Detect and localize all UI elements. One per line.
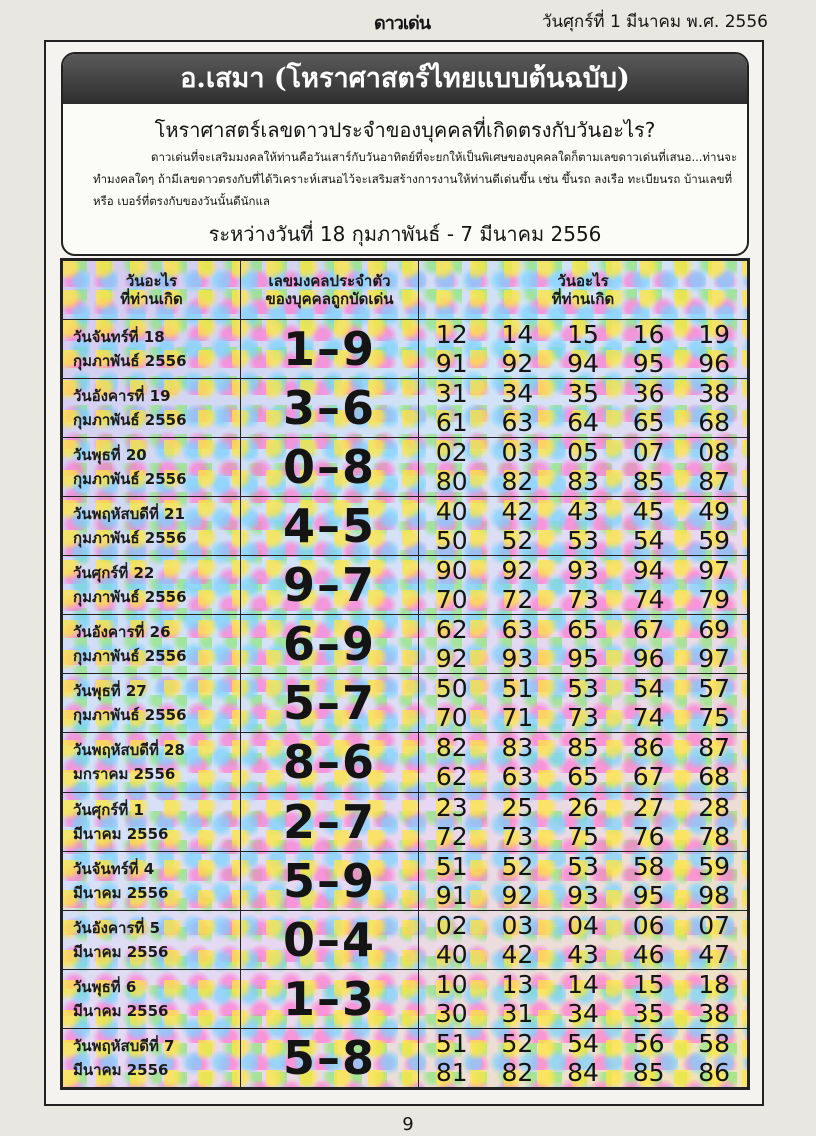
lucky-number-cell: 12 [435,320,468,349]
header-number-list-line1: วันอะไร [557,272,609,290]
birth-day-cell [63,674,241,733]
lucky-number-cell: 15 [567,320,599,349]
lucky-pair: 5–7 [241,674,419,733]
lucky-number-cell: 10 [435,969,468,999]
lucky-number-cell: 54 [632,674,665,704]
lucky-number-cell: 96 [632,644,665,674]
lucky-number-cell: 15 [632,969,665,999]
number-list-cell [419,851,748,910]
lucky-number-cell: 43 [567,497,599,527]
lucky-number-cell: 65 [632,408,665,438]
lucky-number-cell: 31 [501,998,534,1028]
month-label: กุมภาพันธ์ 2556 [73,529,187,548]
lucky-number-cell: 72 [501,585,534,615]
header-lucky-number [241,261,419,320]
lucky-pair: 3–6 [241,379,419,438]
birth-day-cell [63,969,241,1028]
lucky-number-cell: 07 [632,438,665,468]
lucky-number-cell: 86 [698,1057,731,1087]
header-lucky-number-line1: เลขมงคลประจำตัว [268,272,391,290]
lucky-number-cell: 14 [567,969,599,999]
lucky-number-cell: 97 [698,644,731,674]
month-label: กุมภาพันธ์ 2556 [73,706,187,725]
month-label: มีนาคม 2556 [73,883,169,902]
lucky-number-cell: 58 [698,1028,731,1058]
month-label: มีนาคม 2556 [73,1060,169,1079]
birth-day-cell [63,910,241,969]
lucky-number-cell: 38 [698,379,731,409]
lucky-number-cell: 67 [632,615,665,645]
lucky-number-cell: 16 [632,320,665,349]
day-label: วันศุกร์ที่ 1 [73,800,144,819]
lucky-number-cell: 02 [435,910,468,940]
lucky-number-cell: 75 [698,703,731,733]
lucky-number-cell: 36 [632,379,665,409]
lucky-number-cell: 94 [567,349,599,379]
number-list-cell [419,556,748,615]
issue-date: วันศุกร์ที่ 1 มีนาคม พ.ศ. 2556 [541,12,768,32]
number-grid [419,379,747,437]
header-number-list [419,261,748,320]
birth-day-cell [63,497,241,556]
lucky-number-cell: 03 [501,438,534,468]
lucky-pair: 9–7 [241,556,419,615]
lucky-number-cell: 63 [501,408,534,438]
lucky-number-cell: 26 [567,792,599,822]
month-label: กุมภาพันธ์ 2556 [73,470,187,489]
month-label: กุมภาพันธ์ 2556 [73,411,187,430]
birth-day-cell [63,438,241,497]
month-label: มีนาคม 2556 [73,1001,169,1020]
lucky-number-cell: 82 [435,733,468,763]
lucky-number-cell: 45 [632,497,665,527]
lucky-number-cell: 42 [501,497,534,527]
birth-day-cell [63,792,241,851]
lucky-number-cell: 62 [435,762,468,792]
lucky-pair: 1–3 [241,969,419,1028]
lucky-number-cell: 87 [698,467,731,497]
month-label: มกราคม 2556 [73,765,176,784]
lucky-number-cell: 49 [698,497,731,527]
lucky-number-cell: 28 [698,792,731,822]
lucky-number-cell: 52 [501,526,534,556]
lucky-number-cell: 64 [567,408,599,438]
header-birth-day-line2: ที่ท่านเกิด [120,290,183,308]
birth-day-cell [63,851,241,910]
lucky-number-cell: 46 [632,939,665,969]
birth-day-cell [63,733,241,792]
number-grid [419,793,747,851]
day-label: วันอังคารที่ 5 [73,918,161,937]
lucky-number-cell: 65 [567,615,599,645]
article-title: อ.เสมา (โหราศาสตร์ไทยแบบต้นฉบับ) [63,54,747,104]
lucky-number-cell: 73 [567,703,599,733]
month-label: กุมภาพันธ์ 2556 [73,647,187,666]
day-label: วันจันทร์ที่ 4 [73,859,155,878]
number-list-cell [419,320,748,379]
lucky-number-cell: 42 [501,939,534,969]
lucky-number-cell: 13 [501,969,534,999]
lucky-number-cell: 43 [567,939,599,969]
lucky-number-cell: 02 [435,438,468,468]
lucky-number-cell: 25 [501,792,534,822]
lucky-number-cell: 23 [435,792,468,822]
lucky-number-cell: 79 [698,585,731,615]
birth-day-cell [63,615,241,674]
number-grid [419,615,747,673]
lucky-number-cell: 63 [501,762,534,792]
lucky-number-cell: 85 [632,1057,665,1087]
lucky-number-cell: 96 [698,349,731,379]
day-label: วันพุธที่ 6 [73,977,137,996]
lucky-number-cell: 06 [632,910,665,940]
lucky-number-cell: 53 [567,851,599,881]
lucky-number-cell: 40 [435,939,468,969]
table-row [63,969,748,1028]
table-row [63,497,748,556]
page-number: 9 [402,1114,414,1135]
lucky-number-cell: 76 [632,821,665,851]
title-box [61,52,749,256]
lucky-number-cell: 40 [435,497,468,527]
number-list-cell [419,733,748,792]
lucky-number-cell: 52 [501,1028,534,1058]
lucky-number-cell: 67 [632,762,665,792]
lucky-number-cell: 57 [698,674,731,704]
lucky-number-cell: 73 [501,821,534,851]
lucky-number-cell: 19 [698,320,731,349]
day-label: วันอังคารที่ 26 [73,623,171,642]
lucky-number-cell: 91 [435,349,468,379]
birth-day-cell [63,1028,241,1087]
number-list-cell [419,615,748,674]
lucky-number-cell: 03 [501,910,534,940]
number-list-cell [419,792,748,851]
lucky-number-cell: 95 [632,880,665,910]
lucky-pair: 2–7 [241,792,419,851]
table-row [63,379,748,438]
lucky-number-cell: 38 [698,998,731,1028]
lucky-number-cell: 51 [501,674,534,704]
lucky-number-cell: 87 [698,733,731,763]
lucky-number-cell: 63 [501,615,534,645]
lucky-number-cell: 92 [435,644,468,674]
magazine-logo: ดาวเด่น [374,13,431,34]
header-birth-day [63,261,241,320]
lucky-number-cell: 07 [698,910,731,940]
lucky-pair: 0–8 [241,438,419,497]
birth-day-cell [63,320,241,379]
lucky-number-cell: 93 [567,880,599,910]
lucky-number-cell: 05 [567,438,599,468]
number-grid [419,733,747,791]
lucky-number-cell: 61 [435,408,468,438]
lucky-number-cell: 92 [501,880,534,910]
date-range: ระหว่างวันที่ 18 กุมภาพันธ์ - 7 มีนาคม 2556 [208,222,602,246]
number-grid [419,1029,747,1087]
day-label: วันจันทร์ที่ 18 [73,328,165,347]
day-label: วันศุกร์ที่ 22 [73,564,155,583]
number-list-cell [419,1028,748,1087]
lucky-number-cell: 84 [567,1057,599,1087]
month-label: มีนาคม 2556 [73,824,169,843]
lucky-number-cell: 95 [632,349,665,379]
table-row [63,674,748,733]
table-row [63,733,748,792]
header-birth-day-line1: วันอะไร [125,272,178,290]
lucky-number-cell: 74 [632,703,665,733]
lucky-pair: 8–6 [241,733,419,792]
lucky-number-cell: 74 [632,585,665,615]
number-grid [419,852,747,910]
lucky-number-cell: 85 [567,733,599,763]
lucky-number-cell: 86 [632,733,665,763]
lucky-number-cell: 62 [435,615,468,645]
month-label: กุมภาพันธ์ 2556 [73,352,187,371]
lucky-number-cell: 51 [435,851,468,881]
number-list-cell [419,674,748,733]
lucky-number-cell: 54 [632,526,665,556]
header-number-list-line2: ที่ท่านเกิด [551,290,615,308]
month-label: มีนาคม 2556 [73,942,169,961]
birth-day-cell [63,556,241,615]
header-lucky-number-line2: ของบุคคลถูกบัดเด่น [265,290,394,308]
table-row [63,556,748,615]
lucky-number-cell: 51 [435,1028,468,1058]
number-list-cell [419,438,748,497]
lucky-number-cell: 73 [567,585,599,615]
lucky-number-cell: 85 [632,467,665,497]
number-grid [419,674,747,732]
lucky-number-cell: 94 [632,556,665,586]
lucky-number-cell: 98 [698,880,731,910]
lucky-number-cell: 65 [567,762,599,792]
lucky-number-cell: 56 [632,1028,665,1058]
lucky-pair: 5–9 [241,851,419,910]
lucky-number-cell: 97 [698,556,731,586]
number-list-cell [419,969,748,1028]
table-row [63,320,748,379]
number-list-cell [419,910,748,969]
lucky-number-cell: 53 [567,526,599,556]
lucky-number-cell: 81 [435,1057,468,1087]
lucky-number-cell: 04 [567,910,599,940]
lucky-pair: 6–9 [241,615,419,674]
lucky-number-cell: 93 [567,556,599,586]
lucky-number-cell: 34 [501,379,534,409]
lucky-number-cell: 30 [435,998,468,1028]
day-label: วันพุธที่ 27 [73,682,147,701]
lucky-number-cell: 72 [435,821,468,851]
number-grid [419,497,747,555]
number-grid [419,438,747,496]
lucky-number-cell: 59 [698,851,731,881]
lucky-number-cell: 83 [567,467,599,497]
lucky-number-cell: 78 [698,821,731,851]
lucky-number-cell: 92 [501,349,534,379]
day-label: วันพฤหัสบดีที่ 7 [73,1036,175,1055]
lucky-number-cell: 52 [501,851,534,881]
page-header [0,6,816,36]
lucky-number-cell: 75 [567,821,599,851]
month-label: กุมภาพันธ์ 2556 [73,588,187,607]
day-label: วันพฤหัสบดีที่ 28 [73,741,185,760]
lucky-number-cell: 70 [435,703,468,733]
number-grid [419,911,747,969]
table-row [63,792,748,851]
lucky-number-cell: 59 [698,526,731,556]
article-subtitle: โหราศาสตร์เลขดาวประจำของบุคคลที่เกิดตรงกับวันอะไร? [154,118,656,142]
number-list-cell [419,497,748,556]
table-row [63,851,748,910]
number-grid [419,320,747,378]
lucky-number-cell: 68 [698,762,731,792]
number-grid [419,970,747,1028]
lucky-pair: 0–4 [241,910,419,969]
lucky-number-cell: 83 [501,733,534,763]
lucky-number-table [60,258,750,1090]
lucky-pair: 1–9 [241,320,419,379]
birth-day-cell [63,379,241,438]
lucky-number-cell: 35 [632,998,665,1028]
lucky-number-cell: 31 [435,379,468,409]
table-row [63,910,748,969]
lucky-number-cell: 95 [567,644,599,674]
article-description: ดาวเด่นที่จะเสริมมงคลให้ท่านคือวันเสาร์กับวันอาทิตย์ที่จะยกให้เป็นพิเศษของบุคคลใดก็ตามเลขดาวเด่นที่เสนอ...ท่านจะทำมงคลใดๆ ถ้ามีเลขดาวตรงกับที่ได้วิเคราะห์เสนอไว้จะเสริมสร้างการงานให้ท่านดีเด่นขึ้น เช่น ขึ้นรถ ลงเรือ ทะเบียนรถ บ้านเลขที่ หรือ เบอร์ที่ตรงกับของวันนั้นดีนักแล [93,150,738,208]
lucky-number-cell: 08 [698,438,731,468]
lucky-number-cell: 18 [698,969,731,999]
lucky-number-cell: 53 [567,674,599,704]
lucky-number-cell: 92 [501,556,534,586]
lucky-number-cell: 50 [435,526,468,556]
lucky-number-cell: 80 [435,467,468,497]
lucky-number-cell: 27 [632,792,665,822]
day-label: วันพุธที่ 20 [73,446,147,465]
lucky-number-cell: 93 [501,644,534,674]
lucky-number-cell: 90 [435,556,468,586]
table-header-row [63,261,748,320]
lucky-number-cell: 68 [698,408,731,438]
table-row [63,1028,748,1087]
day-label: วันพฤหัสบดีที่ 21 [73,505,185,524]
lucky-number-cell: 34 [567,998,599,1028]
lucky-pair: 5–8 [241,1028,419,1087]
number-list-cell [419,379,748,438]
lucky-number-cell: 82 [501,1057,534,1087]
table-row [63,438,748,497]
lucky-pair: 4–5 [241,497,419,556]
lucky-number-cell: 69 [698,615,731,645]
lucky-number-cell: 50 [435,674,468,704]
lucky-number-cell: 47 [698,939,731,969]
lucky-number-cell: 91 [435,880,468,910]
lucky-number-cell: 70 [435,585,468,615]
lucky-number-cell: 35 [567,379,599,409]
day-label: วันอังคารที่ 19 [73,387,171,406]
number-grid [419,556,747,614]
table-row [63,615,748,674]
lucky-number-cell: 82 [501,467,534,497]
lucky-number-cell: 58 [632,851,665,881]
lucky-number-cell: 71 [501,703,534,733]
lucky-number-cell: 14 [501,320,534,349]
lucky-number-cell: 54 [567,1028,599,1058]
